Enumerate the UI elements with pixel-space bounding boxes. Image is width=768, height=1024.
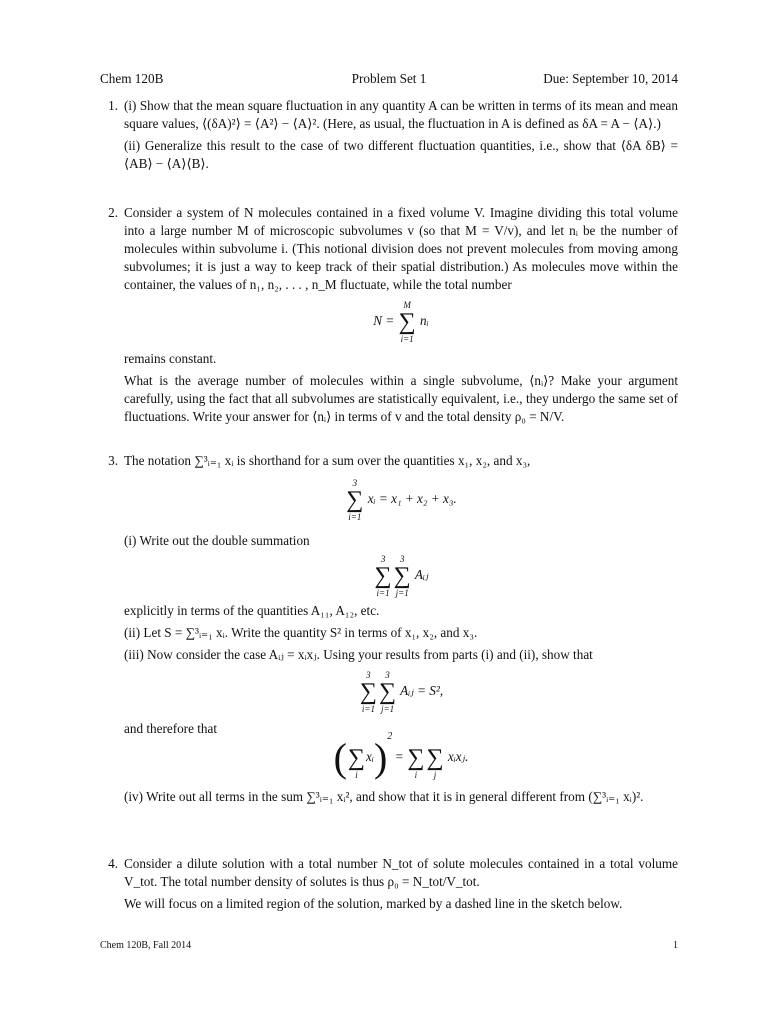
sum-lower-limit: i=1 xyxy=(348,512,362,522)
sum-lower-limit: j=1 xyxy=(395,588,409,598)
course-name: Chem 120B xyxy=(100,71,164,86)
sum-lower-limit: i=1 xyxy=(400,334,414,344)
problem-number: 3. xyxy=(108,453,118,468)
sum-upper-limit: 3 xyxy=(366,670,371,680)
problem-number: 1. xyxy=(108,98,118,113)
sum-lower-limit: j xyxy=(433,770,437,780)
page-header xyxy=(100,70,678,90)
summation-symbol: 3 ∑ i=1 xyxy=(359,670,377,714)
equation-equals: = xyxy=(395,749,404,765)
problem-1 xyxy=(100,97,678,177)
equation-lhs: N = xyxy=(373,313,395,329)
problem-3-part-ii: (ii) Let S = ∑³ᵢ₌₁ xᵢ. Write the quantity S² in terms of x₁, x₂, and x₃. xyxy=(124,625,478,640)
equation-double-sum xyxy=(124,554,678,598)
summation-symbol: ∑ i xyxy=(347,745,366,780)
problem-4-focus: We will focus on a limited region of the solution, marked by a dashed line in the sketch below. xyxy=(124,896,623,911)
equation-double-sum-s2 xyxy=(124,670,678,714)
sum-lower-limit: i=1 xyxy=(376,588,390,598)
sum-upper-limit: 3 xyxy=(385,670,390,680)
equation-term: Aᵢⱼ xyxy=(414,567,429,583)
problem-3-part-iv: (iv) Write out all terms in the sum ∑³ᵢ₌₁ xᵢ², and show that it is in general different from (∑³ᵢ₌₁ xᵢ)². xyxy=(124,789,644,804)
equation-term: xᵢxⱼ. xyxy=(447,749,469,765)
problem-1-part-ii: (ii) Generalize this result to the case of two different fluctuation quantities, i.e., show that ⟨δA δB⟩ = ⟨AB⟩ − ⟨A⟩⟨B⟩. xyxy=(124,138,678,171)
sum-lower-limit: i xyxy=(414,770,418,780)
problem-2 xyxy=(100,204,678,430)
problem-1-part-i: (i) Show that the mean square fluctuation in any quantity A can be written in terms of its mean and mean square values, ⟨(δA)²⟩ = ⟨A²⟩ − ⟨A⟩². (Here, as usual, the fluctuation in A is defined as δA = A − ⟨A⟩.) xyxy=(124,98,678,131)
problem-2-remains: remains constant. xyxy=(124,351,217,366)
problem-number: 2. xyxy=(108,205,118,220)
equation-inner-term: xᵢ xyxy=(366,749,374,765)
page-number: 1 xyxy=(673,940,678,951)
summation-symbol: ∑ i xyxy=(407,745,425,780)
problem-2-question: What is the average number of molecules within a single subvolume, ⟨nᵢ⟩? Make your argument carefully, using the fact that all subvolumes are statistically equivalent, i.e., they undergo the same set of fluctuations. Write your answer for ⟨nᵢ⟩ in terms of v and the total density ρ₀ = N/V. xyxy=(124,373,678,424)
problem-3 xyxy=(100,452,678,810)
problem-number: 4. xyxy=(108,856,118,871)
summation-symbol: 3 ∑ i=1 xyxy=(346,478,364,522)
summation-symbol: ∑ j xyxy=(426,745,444,780)
equation-expansion: xᵢ = x₁ + x₂ + x₃. xyxy=(367,491,457,507)
sum-upper-limit: 3 xyxy=(352,478,358,488)
sum-lower-limit: i=1 xyxy=(361,704,375,714)
sum-lower-limit: j=1 xyxy=(381,704,395,714)
problem-4-intro: Consider a dilute solution with a total number N_tot of solute molecules contained in a total volume V_tot. The total number density of solutes is thus ρ₀ = N_tot/V_tot. xyxy=(124,856,678,889)
problem-3-part-iii: (iii) Now consider the case Aᵢⱼ = xᵢxⱼ. Using your results from parts (i) and (ii), show that xyxy=(124,647,593,662)
equation-term: Aᵢⱼ = S², xyxy=(400,683,444,699)
equation-total-number xyxy=(124,300,678,344)
summation-symbol: 3 ∑ j=1 xyxy=(378,670,397,714)
sum-upper-limit: 3 xyxy=(380,554,386,564)
equation-term: nᵢ xyxy=(420,313,429,329)
footer-course: Chem 120B, Fall 2014 xyxy=(100,940,192,951)
problem-3-explicit: explicitly in terms of the quantities A₁₁, A₁₂, etc. xyxy=(124,603,380,618)
problem-3-intro: The notation ∑³ᵢ₌₁ xᵢ is shorthand for a sum over the quantities x₁, x₂, and x₃, xyxy=(124,453,531,468)
equation-sum-expansion xyxy=(124,478,678,522)
sum-upper-limit: M xyxy=(403,300,411,310)
summation-symbol: 3 ∑ i=1 xyxy=(374,554,392,598)
document-title: Problem Set 1 xyxy=(351,71,427,86)
sum-lower-limit: i xyxy=(355,770,358,780)
problem-2-intro: Consider a system of N molecules contained in a fixed volume V. Imagine dividing this total volume into a large number M of microscopic subvolumes v (so that M = V/v), and let nᵢ be the number of molecules within subvolume i. (This notional division does not prevent molecules from moving among subvolumes; it is just a way to keep track of their spatial distribution.) As molecules move within the container, the values of n₁, n₂, . . . , n_M fluctuate, while the total number xyxy=(124,205,678,292)
sum-upper-limit: 3 xyxy=(399,554,405,564)
problem-3-part-i: (i) Write out the double summation xyxy=(124,533,310,548)
summation-symbol: 3 ∑ j=1 xyxy=(393,554,411,598)
due-date: Due: September 10, 2014 xyxy=(543,71,678,86)
problem-4 xyxy=(100,855,678,917)
problem-3-therefore: and therefore that xyxy=(124,721,217,736)
equation-exponent: 2 xyxy=(387,731,393,743)
equation-square-of-sum: ( ∑ i xᵢ)$^2$ = ∑ i ∑ j xᵢxⱼ. xyxy=(333,731,469,780)
summation-symbol: M ∑ i=1 xyxy=(398,300,416,344)
